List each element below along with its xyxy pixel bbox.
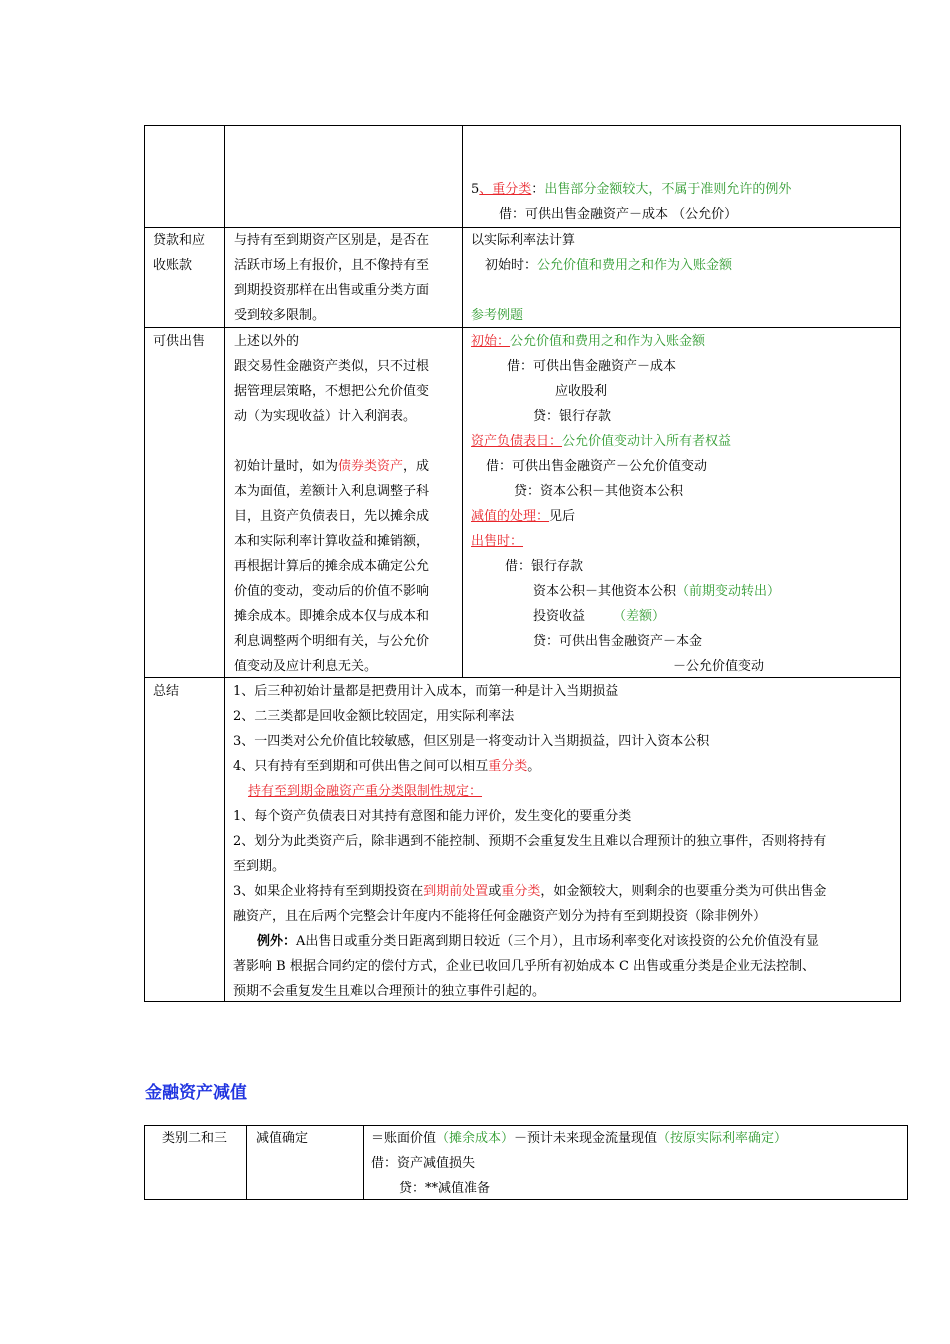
loans-category-1: 贷款和应 xyxy=(153,233,206,248)
table1-border-col1 xyxy=(224,125,225,1001)
table1-border-row3 xyxy=(144,677,901,678)
loans-desc-2: 活跃市场上有报价，且不像持有至 xyxy=(234,258,430,273)
table2-category: 类别二和三 xyxy=(162,1131,228,1146)
afs-cr2: 贷：资本公积－其他资本公积 xyxy=(514,484,684,499)
table1-border-row1 xyxy=(144,227,901,228)
table2-debit: 借：资产减值损失 xyxy=(371,1156,476,1171)
table2-border-bottom xyxy=(144,1199,908,1200)
table1-border-right xyxy=(900,125,901,1001)
summary-l11: 例外：A出售日或重分类日距离到期日较近（三个月），且市场利率变化对该投资的公允价值没有显 xyxy=(257,934,819,949)
afs-desc-1: 上述以外的 xyxy=(234,334,300,349)
afs-desc-3: 据管理层策略，不想把公允价值变 xyxy=(234,384,430,399)
afs-dr1: 借：可供出售金融资产－成本 xyxy=(507,359,677,374)
afs-cr4: －公允价值变动 xyxy=(673,659,765,674)
section-title: 金融资产减值 xyxy=(145,1083,247,1103)
afs-desc2-2: 本为面值，差额计入利息调整子科 xyxy=(234,484,430,499)
table1-border-bottom xyxy=(144,1001,901,1002)
afs-impairment: 减值的处理：见后 xyxy=(471,509,576,524)
afs-dr5: 资本公积－其他资本公积（前期变动转出） xyxy=(533,584,781,599)
afs-init: 初始：公允价值和费用之和作为入账金额 xyxy=(471,334,706,349)
afs-cr1: 贷：银行存款 xyxy=(533,409,612,424)
afs-desc-4: 动（为实现收益）计入利润表。 xyxy=(234,409,417,424)
table1-border-row2 xyxy=(144,327,901,328)
table1-border-top xyxy=(144,125,901,126)
table2-border-left xyxy=(144,1125,145,1199)
summary-l1: 1、后三种初始计量都是把费用计入成本，而第一种是计入当期损益 xyxy=(233,684,619,699)
table2-impairment-label: 减值确定 xyxy=(256,1131,309,1146)
loans-category-2: 收账款 xyxy=(153,258,193,273)
afs-desc2-8: 利息调整两个明细有关，与公允价 xyxy=(234,634,430,649)
summary-category: 总结 xyxy=(153,684,180,699)
table2-formula: ＝账面价值（摊余成本）－预计未来现金流量现值（按原实际利率确定） xyxy=(371,1131,788,1146)
afs-dr2: 应收股利 xyxy=(555,384,608,399)
afs-bs: 资产负债表日：公允价值变动计入所有者权益 xyxy=(471,434,732,449)
table1-border-col2 xyxy=(462,125,463,677)
afs-sale-label: 出售时： xyxy=(471,534,524,549)
reclass-label: 、重分类 xyxy=(479,182,532,197)
table2-credit: 贷：**减值准备 xyxy=(399,1181,491,1196)
loans-desc-1: 与持有至到期资产区别是，是否在 xyxy=(234,233,430,248)
afs-desc2-6: 价值的变动，变动后的价值不影响 xyxy=(234,584,430,599)
summary-l7: 2、划分为此类资产后，除非遇到不能控制、预期不会重复发生且难以合理预计的独立事件，否则将持有 xyxy=(233,834,827,849)
afs-desc-2: 跟交易性金融资产类似，只不过根 xyxy=(234,359,430,374)
summary-l8: 至到期。 xyxy=(233,859,286,874)
summary-l9: 3、如果企业将持有至到期投资在到期前处置或重分类，如金额较大，则剩余的也要重分类为可供出售金 xyxy=(233,884,827,899)
reclass-entry: 借：可供出售金融资产－成本 （公允价） xyxy=(499,207,738,222)
summary-l6: 1、每个资产负债表日对其持有意图和能力评价，发生变化的要重分类 xyxy=(233,809,632,824)
summary-l10: 融资产，且在后两个完整会计年度内不能将任何金融资产划分为持有至到期投资（除非例外） xyxy=(233,909,767,924)
afs-desc2-4: 本和实际利率计算收益和摊销额， xyxy=(234,534,430,549)
afs-desc2-7: 摊余成本。即摊余成本仅与成本和 xyxy=(234,609,430,624)
summary-l3: 3、一四类对公允价值比较敏感，但区别是一将变动计入当期损益，四计入资本公积 xyxy=(233,734,710,749)
reclass-note: 出售部分金额较大，不属于准则允许的例外 xyxy=(544,182,792,197)
table2-border-right xyxy=(907,1125,908,1199)
afs-desc2-9: 值变动及应计利息无关。 xyxy=(234,659,378,674)
table1-border-left xyxy=(144,125,145,1001)
summary-htm-heading: 持有至到期金融资产重分类限制性规定： xyxy=(248,784,483,799)
afs-dr3: 借：可供出售金融资产－公允价值变动 xyxy=(486,459,708,474)
table2-border-col1 xyxy=(246,1125,247,1199)
afs-desc2-1: 初始计量时，如为债券类资产，成 xyxy=(234,459,430,474)
loans-right-1: 以实际利率法计算 xyxy=(471,233,576,248)
afs-dr4: 借：银行存款 xyxy=(505,559,584,574)
summary-l4: 4、只有持有至到期和可供出售之间可以相互重分类。 xyxy=(233,759,541,774)
summary-l12: 著影响 B 根据合同约定的偿付方式，企业已收回几乎所有初始成本 C 出售或重分类是企业无法控制、 xyxy=(233,959,816,974)
afs-desc2-3: 目，且资产负债表日，先以摊余成 xyxy=(234,509,430,524)
loans-desc-3: 到期投资那样在出售或重分类方面 xyxy=(234,283,430,298)
afs-desc2-5: 再根据计算后的摊余成本确定公允 xyxy=(234,559,430,574)
afs-dr6: 投资收益 （差额） xyxy=(533,609,666,624)
loans-example-link: 参考例题 xyxy=(471,308,524,323)
loans-desc-4: 受到较多限制。 xyxy=(234,308,326,323)
table2-border-col2 xyxy=(363,1125,364,1199)
summary-l13: 预期不会重复发生且难以合理预计的独立事件引起的。 xyxy=(233,984,546,999)
summary-l2: 2、二三类都是回收金额比较固定，用实际利率法 xyxy=(233,709,515,724)
afs-cr3: 贷：可供出售金融资产－本金 xyxy=(533,634,703,649)
reclass-line: 5、重分类：出售部分金额较大，不属于准则允许的例外 xyxy=(471,182,792,197)
afs-category: 可供出售 xyxy=(153,334,206,349)
table2-border-top xyxy=(144,1125,908,1126)
loans-right-2: 初始时：公允价值和费用之和作为入账金额 xyxy=(485,258,733,273)
